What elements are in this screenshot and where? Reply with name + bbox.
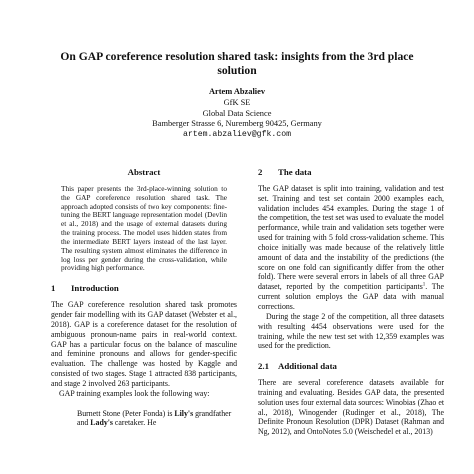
intro-paragraph: GAP training examples look the following way: xyxy=(59,388,210,398)
author-block xyxy=(60,87,414,141)
author-name: Artem Abzaliev xyxy=(208,87,266,96)
paper-title: On GAP coreference resolution shared task: insights from the 3rd place solution xyxy=(60,50,414,77)
abstract-text: This paper presents the 3rd-place-winning solution to the GAP coreference resolution shared task. The approach adopted consists of two key components: fine-tuning the BERT language representation model (Devlin et al., 2018) and the usage of external datasets during the training process. The model uses hidden states from the intermediate BERT layers instead of the last layer. The resulting system almost eliminates the difference in log loss per gender during the cross-validation, while providing high performance. xyxy=(61,183,227,273)
author-department: Global Data Science xyxy=(202,108,272,118)
author-affiliation: GfK SE xyxy=(223,97,251,107)
right-column xyxy=(258,168,444,437)
footnote-marker[interactable]: 1 xyxy=(422,282,426,288)
section-title: Introduction xyxy=(71,283,119,294)
left-column xyxy=(51,168,237,428)
subsection-heading-additional-data xyxy=(258,362,444,372)
example-highlight: Lady's xyxy=(90,418,113,428)
section-heading-introduction xyxy=(51,284,237,294)
example-text: caretaker. He xyxy=(112,418,157,428)
author-email: artem.abzaliev@gfk.com xyxy=(182,130,292,140)
section-number: 2 xyxy=(258,167,263,177)
example-text: Burnett Stone (Peter Fonda) is xyxy=(77,408,175,418)
data-paragraph xyxy=(258,184,444,312)
example-text: grandfather and xyxy=(77,408,232,428)
section-title: The data xyxy=(278,167,312,177)
section-number: 2.1 xyxy=(258,361,269,372)
section-title: Additional data xyxy=(278,361,337,372)
intro-paragraph: The GAP coreference resolution shared task promotes gender fair modelling with its GAP dataset (Webster et al., 2018). GAP is a coreference dataset for the resolution of ambiguous pronoun-name pairs in real-world context. GAP has a particular focus on the balance of masculine and feminine pronouns and allows for gender-specific evaluation. The challenge was hosted by Kaggle and consisted of two stages. Stage 1 attracted 838 participants, and stage 2 involved 263 participants. xyxy=(51,300,237,388)
data-paragraph: During the stage 2 of the competition, all three datasets with resulting 4454 observations were used for the training, while the new test set with 12,359 examples was used for the prediction. xyxy=(258,311,444,351)
author-address: Bamberger Strasse 6, Nuremberg 90425, Germany xyxy=(152,119,322,129)
section-number: 1 xyxy=(51,283,56,294)
section-heading-data xyxy=(258,168,444,178)
additional-data-paragraph: There are several coreference datasets available for training and evaluating. Besides GAP data, the presented solution uses four external data sources: Winobias (Zhao et al., 2018), Winogender (Rudinger et al., 2018), The Definite Pronoun Resolution (DPR) Dataset (Rahman and Ng, 2012), and OntoNotes 5.0 (Weischedel et al., 2013) xyxy=(258,378,444,437)
paragraph-text: . The current solution employs the GAP data with manual corrections. xyxy=(258,282,444,311)
example-highlight: Lily's xyxy=(174,408,194,418)
paragraph-text: The GAP dataset is split into training, validation and test set. Training and test set contain 2000 examples each, validation includes 454 examples. During the stage 1 of the competition, the test set was used to evaluate the model performance, while train and validation sets together were used for training with 5 fold cross-validation scheme. This choice initially was made because of the relatively little amount of data and the instability of the predictions (the score on one fold can significantly differ from the other fold). There were several errors in labels of all three GAP dataset, reported by the competition participants xyxy=(258,183,444,292)
training-example xyxy=(77,409,237,429)
abstract-heading: Abstract xyxy=(127,167,161,177)
